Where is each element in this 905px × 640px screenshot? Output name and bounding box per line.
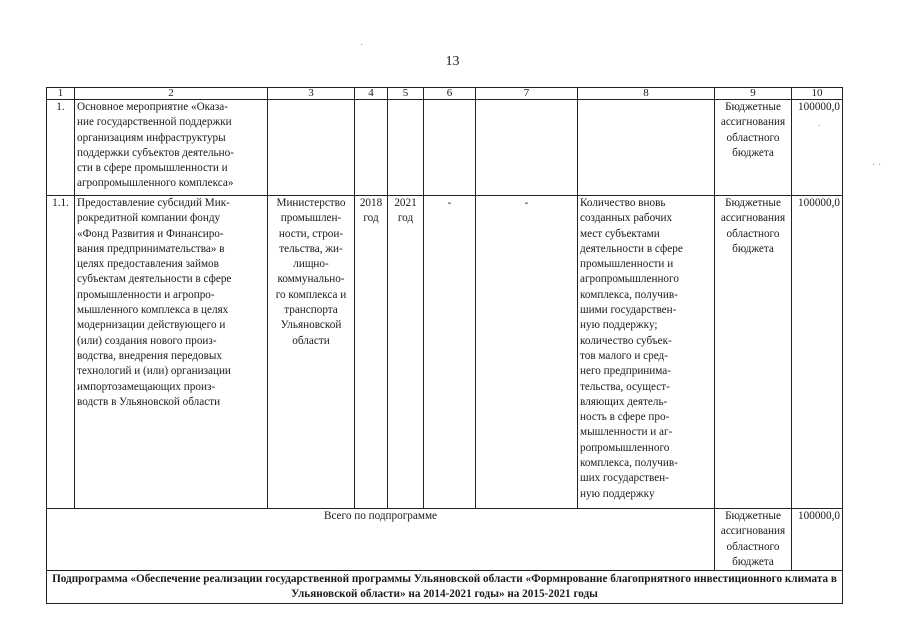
header-row [47,88,843,100]
empty-cell [355,100,388,196]
page-number: 13 [445,54,460,69]
empty-cell [476,100,578,196]
header-cell: 1 [47,88,75,100]
funding-source: Бюджетные ассигнования областного бюджета [715,196,792,509]
table-row-main-activity [47,100,843,196]
header-cell: 2 [75,88,268,100]
table-row-total [47,509,843,571]
table-row-subsidy [47,196,843,509]
executor: Министерство промышлен- ности, строи- тельства, жи- лищно- коммунально- го комплекса и транспорта Ульяновской области [268,196,355,509]
year-start: 2018 год [355,196,388,509]
funding-amount: 100000,0 [792,100,843,196]
program-table [46,87,843,604]
total-label: Всего по подпрограмме [47,509,715,571]
dash-cell: - [476,196,578,509]
dash-cell: - [424,196,476,509]
empty-cell [388,100,424,196]
header-cell: 8 [578,88,715,100]
header-cell: 9 [715,88,792,100]
row-number: 1. [47,100,75,196]
funding-source: Бюджетные ассигнования областного бюджета [715,100,792,196]
scan-speck: · [360,40,364,51]
funding-amount: 100000,0 [792,509,843,571]
header-cell: 6 [424,88,476,100]
funding-amount: 100000,0 [792,196,843,509]
header-cell: 10 [792,88,843,100]
year-end: 2021 год [388,196,424,509]
header-cell: 4 [355,88,388,100]
funding-source: Бюджетные ассигнования областного бюджета [715,509,792,571]
header-cell: 5 [388,88,424,100]
empty-cell [424,100,476,196]
table-row-subprogram [47,571,843,604]
header-cell: 7 [476,88,578,100]
header-cell: 3 [268,88,355,100]
scan-speck: · · [872,160,882,171]
empty-cell [578,100,715,196]
row-number: 1.1. [47,196,75,509]
activity-name: Предоставление субсидий Мик- рокредитной компании фонду «Фонд Развития и Финансиро- вания предпринимательства» в целях предоставления займов субъектам деятельности в сфере промышленности и агропро- мышленного комплекса в целях модернизации действующего и (или) создания нового произ- водства, внедрения передовых технологий и (или) организации импортозамещающих произ- водств в Ульяновской области [75,196,268,509]
indicator: Количество вновь созданных рабочих мест субъектами деятельности в сфере промышленности и агропромышленного комплекса, получив- шими государствен- ную поддержку; количество субъек- тов малого и сред- него предпринима- тельства, осущест- вляющих деятель- ность в сфере про- мышленности и аг- ропромышленного комплекса, получив- ших государствен- ную поддержку [578,196,715,509]
activity-name: Основное мероприятие «Оказа- ние государственной поддержки организациям инфраструктуры поддержки субъектов деятельно- сти в сфере промышленности и агропромышленного комплекса» [75,100,268,196]
scan-speck: . [818,118,821,129]
subprogram-title: Подпрограмма «Обеспечение реализации государственной программы Ульяновской области «Формирование благоприятного инвестиционного климата в Ульяновской области» на 2014-2021 годы» на 2015-2021 годы [47,571,843,604]
empty-cell [268,100,355,196]
